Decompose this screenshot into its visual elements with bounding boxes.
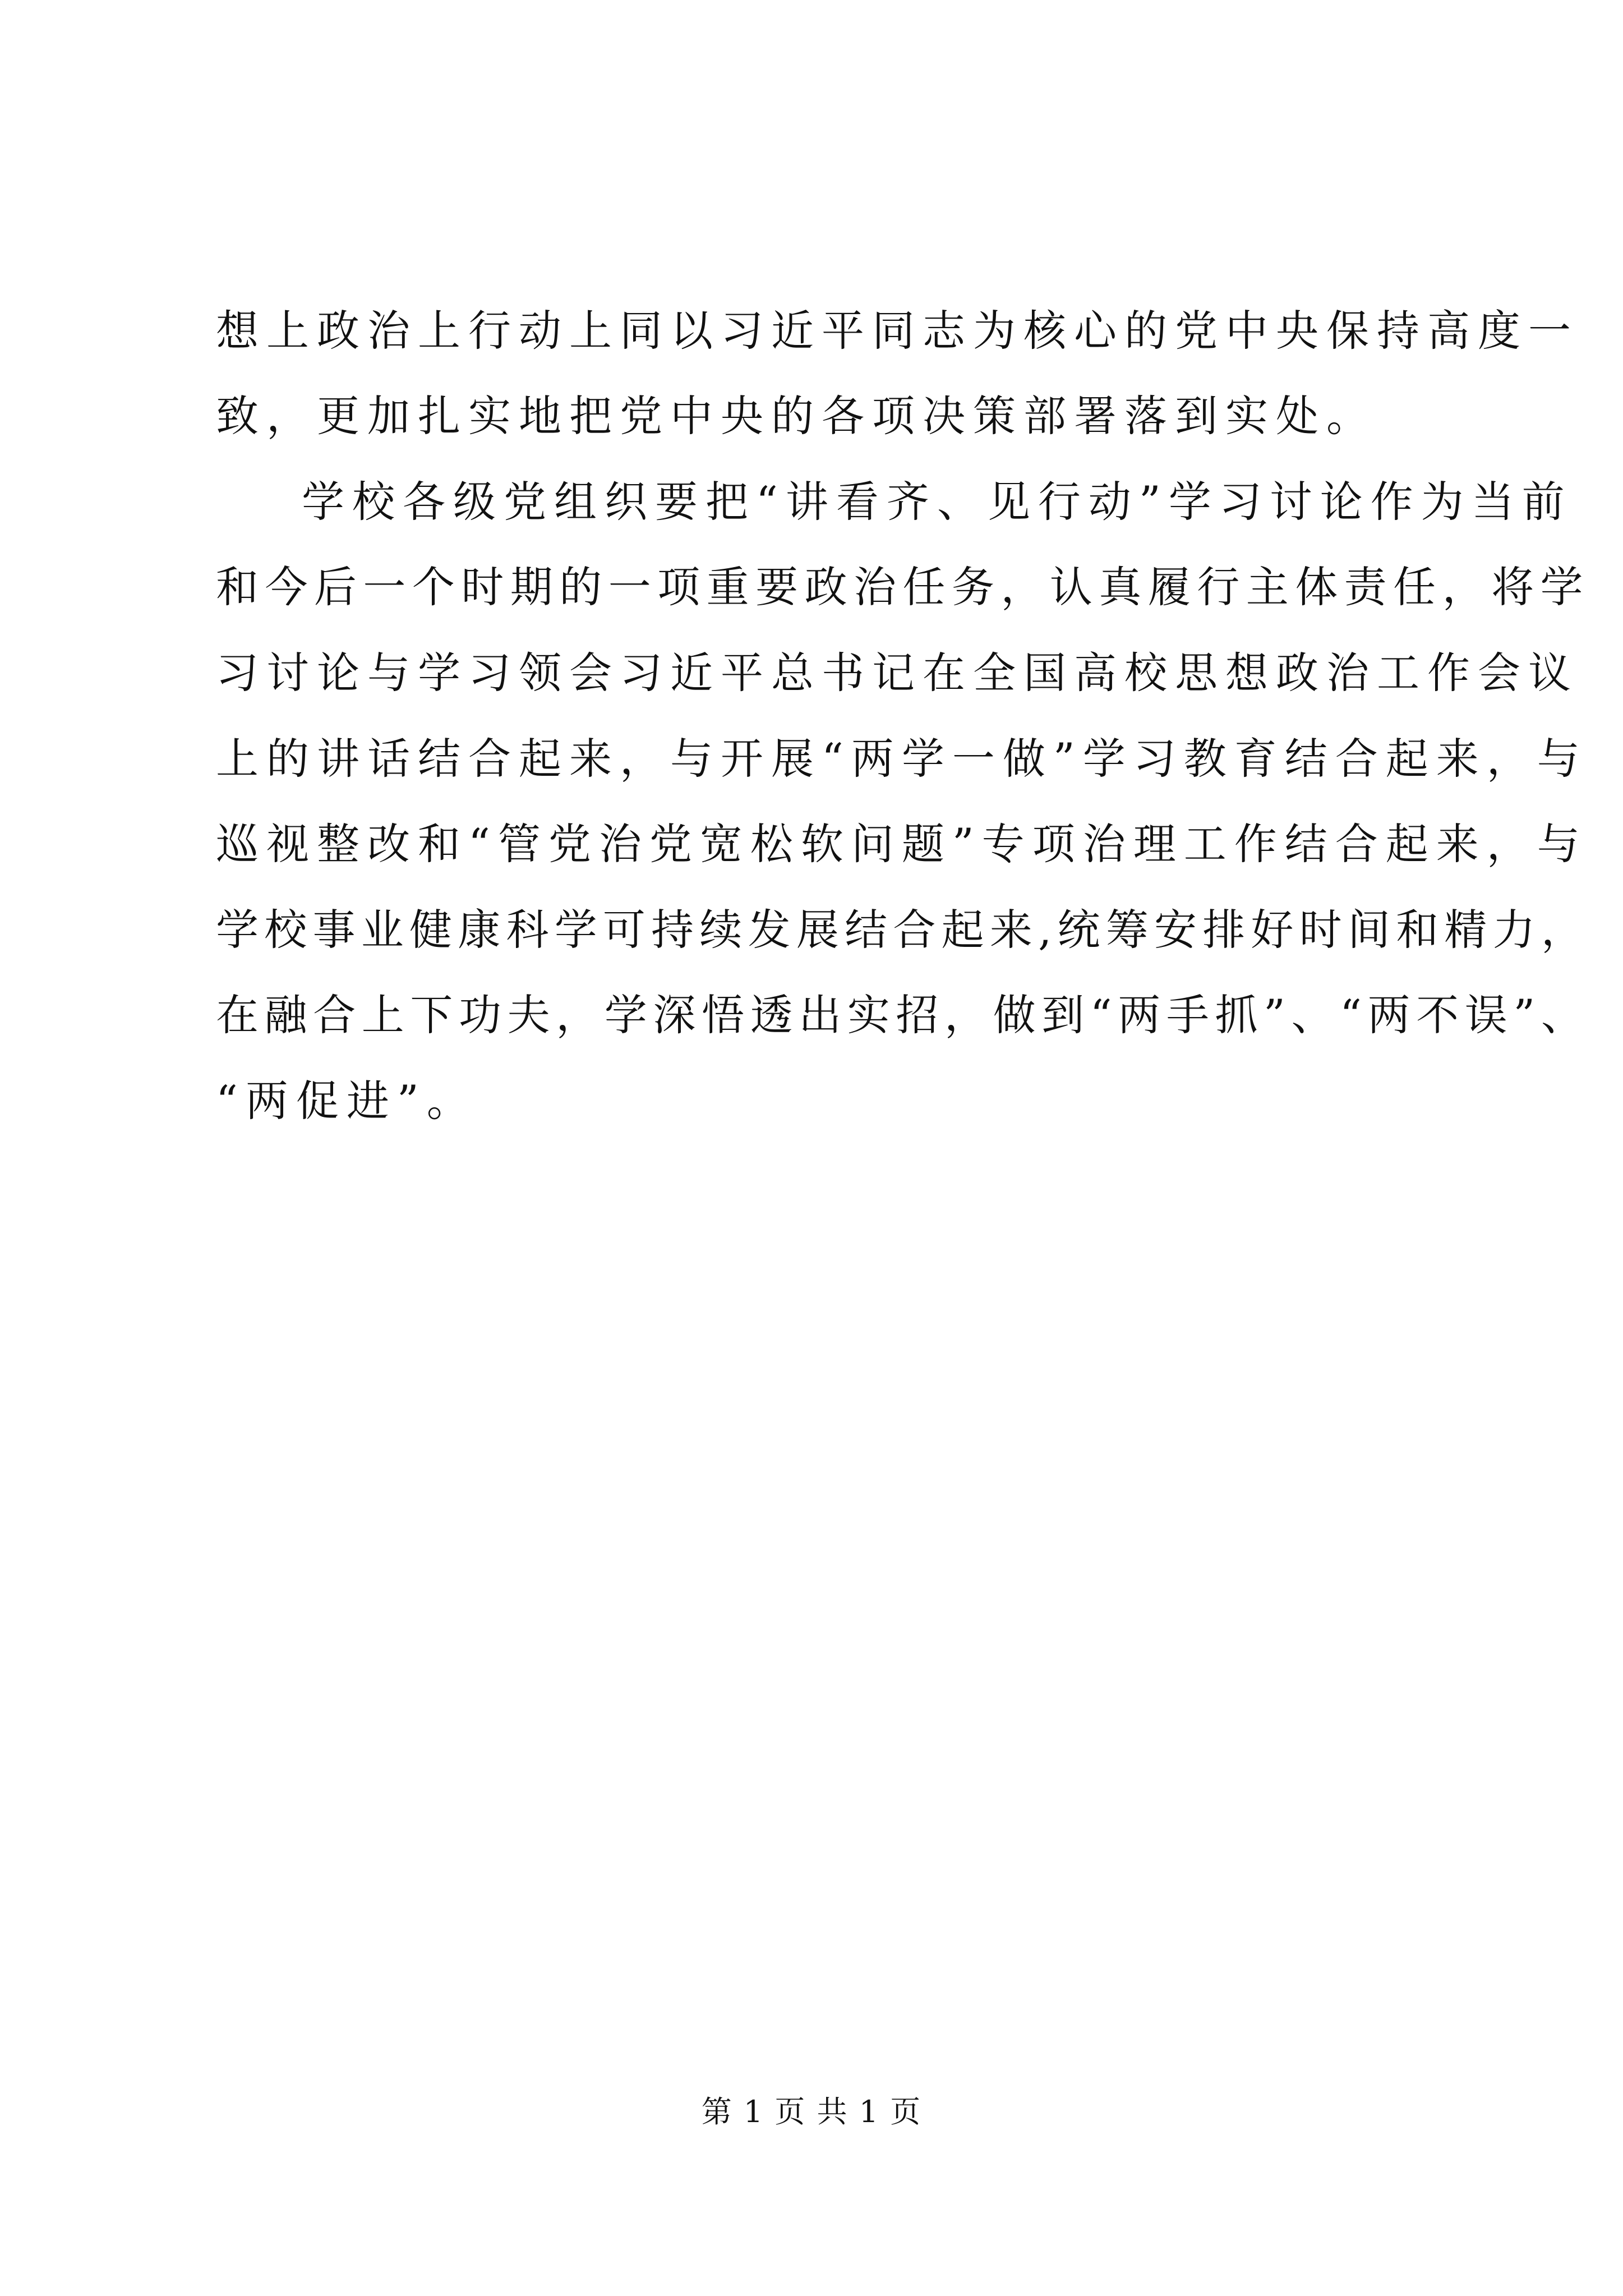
paragraph-line-8: 学校事业健康科学可持续发展结合起来,统筹安排好时间和精力，: [216, 905, 1590, 955]
paragraph-line-7: 巡视整改和“管党治党宽松软问题”专项治理工作结合起来，与: [216, 819, 1588, 869]
paragraph-line-6: 上的讲话结合起来，与开展“两学一做”学习教育结合起来，与: [216, 734, 1588, 784]
paragraph-line-2: 致，更加扎实地把党中央的各项决策部署落到实处。: [216, 391, 1377, 441]
paragraph-line-9: 在融合上下功夫，学深悟透出实招，做到“两手抓”、“两不误”、: [216, 990, 1590, 1040]
paragraph-line-10: “两促进”。: [216, 1076, 477, 1126]
paragraph-line-1: 想上政治上行动上同以习近平同志为核心的党中央保持高度一: [216, 306, 1579, 356]
paragraph-line-4: 和今后一个时期的一项重要政治任务，认真履行主体责任，将学: [216, 562, 1589, 612]
page-number-footer: 第 1 页 共 1 页: [701, 2094, 922, 2129]
paragraph-line-3: 学校各级党组织要把“讲看齐、见行动”学习讨论作为当前: [302, 477, 1573, 527]
paragraph-line-5: 习讨论与学习领会习近平总书记在全国高校思想政治工作会议: [216, 648, 1579, 698]
